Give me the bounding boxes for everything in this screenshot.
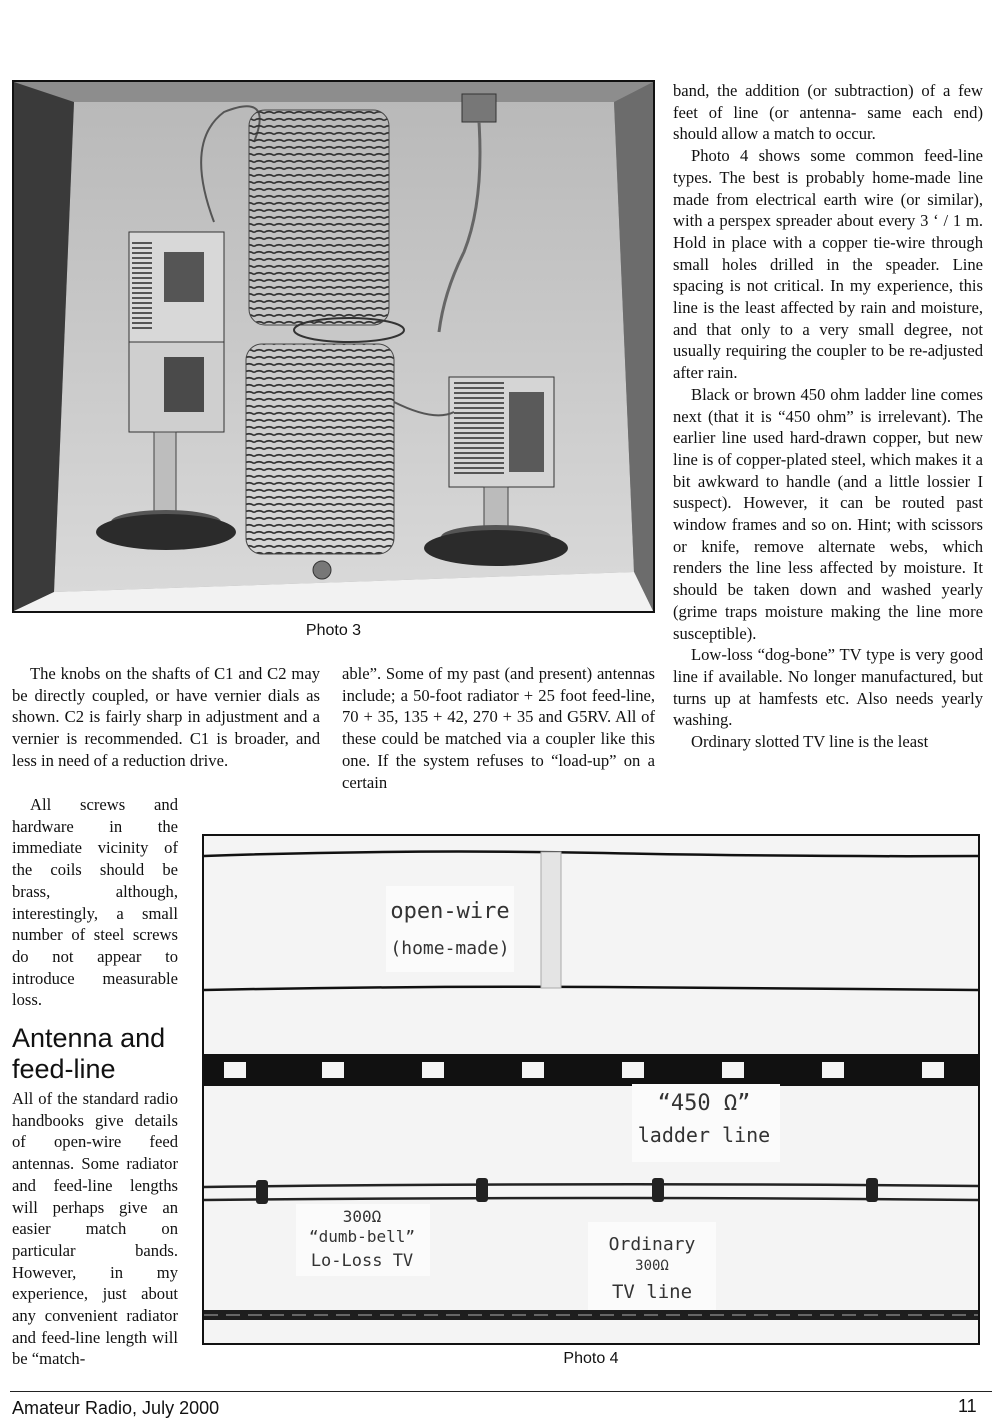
article-column-1-lower: [12, 1088, 178, 1370]
photo-4-frame: [202, 834, 980, 1345]
label-300-ohm: 300Ω: [342, 1207, 382, 1226]
label-ordinary-300-ohm: 300Ω: [635, 1258, 669, 1274]
paragraph: Low-loss “dog-bone” TV type is very good line if available. No longer manufactured, but turns up at hamfests etc. Also needs yearly washing.: [673, 645, 983, 730]
photo-3-image: [14, 82, 653, 611]
paragraph: able”. Some of my past (and present) antennas include; a 50-foot radiator + 25 foot feed-line, 70 + 35, 135 + 42, 270 + 35 and G5RV. All of these could be matched via a coupler like this one. If the system refuses to “load-up” on a certain: [342, 664, 655, 792]
label-open-wire: open-wire: [390, 899, 510, 924]
article-column-1: [12, 663, 320, 772]
article-column-3: [673, 80, 983, 753]
label-450-ohm: “450 Ω”: [657, 1091, 751, 1116]
photo-4-caption: Photo 4: [563, 1350, 619, 1367]
article-column-2: [342, 663, 655, 793]
paragraph: The knobs on the shafts of C1 and C2 may be directly coupled, or have vernier dials as shown. C2 is fairly sharp in adjustment and a vernier is recommended. C1 is broader, and less in need of a reduction drive.: [12, 664, 320, 770]
footer-publication: Amateur Radio, July 2000: [12, 1398, 220, 1418]
label-ladder-line: ladder line: [637, 1123, 771, 1147]
paragraph: Black or brown 450 ohm ladder line comes next (that it is “450 ohm” is irrelevant). The earlier line used hard-drawn copper, but new line is of copper-plated steel, which makes it a bit awkward to handle (and a little lossier I suspect). However, it can be routed past window frames and so on. Hint; with scissors or knife, remove alternate webs, which renders the line less affected by moisture. It should be taken down and washed yearly (grime traps moisture making the line more susceptible).: [673, 384, 983, 643]
paragraph: All of the standard radio handbooks give details of open-wire feed antennas. Some radiator and feed-line lengths will perhaps give an easier match on particular bands. However, in my experience, just about any convenient radiator and feed-line length will be “match-: [12, 1089, 178, 1369]
label-ordinary: Ordinary: [608, 1234, 696, 1255]
label-home-made: (home-made): [390, 938, 510, 959]
label-tv-line: TV line: [611, 1281, 693, 1303]
label-dumb-bell: “dumb-bell”: [309, 1227, 415, 1246]
photo-4-image: [204, 836, 978, 1343]
paragraph: band, the addition (or subtraction) of a few feet of line (or antenna- same each end) should allow a match to occur.: [673, 81, 983, 144]
article-column-1-narrow: [12, 794, 178, 1011]
footer-rule: [10, 1391, 992, 1392]
photo-3-caption: Photo 3: [305, 622, 362, 639]
paragraph: Photo 4 shows some common feed-line types. The best is probably home-made line made from electrical earth wire (or similar), with a perspex spreader about every 3 ‘ / 1 m. Hold in place with a copper tie-wire through small holes drilled in the speader. Line spacing is not critical. In my experience, this line is the least affected by rain and moisture, and that only to a very small degree, not usually requiring the coupler to be re-adjusted after rain.: [673, 146, 983, 383]
paragraph: All screws and hardware in the immediate vicinity of the coils should be brass, although, interestingly, a small number of steel screws do not appear to introduce measurable loss.: [12, 795, 178, 1010]
paragraph: Ordinary slotted TV line is the least: [691, 732, 929, 752]
label-lo-loss-tv: Lo-Loss TV: [310, 1251, 414, 1271]
photo-3-frame: [12, 80, 655, 613]
footer-page-number: 11: [958, 1396, 977, 1416]
section-heading: Antenna and feed-line: [12, 1023, 166, 1084]
